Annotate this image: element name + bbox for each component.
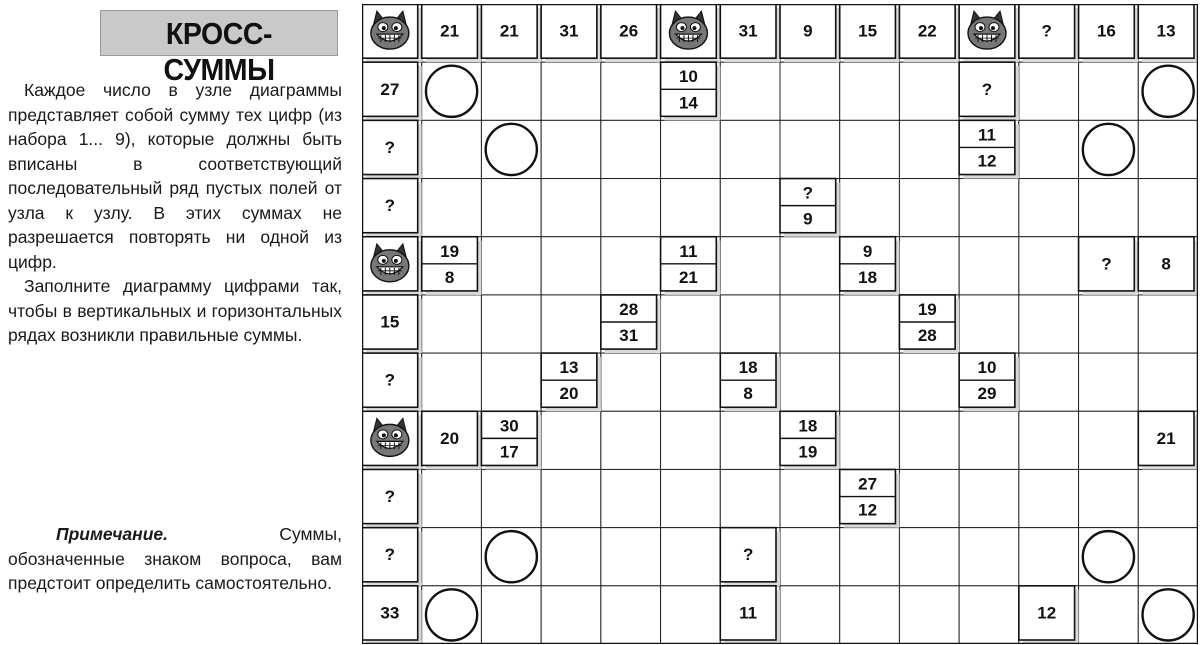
grid-cell[interactable] [780, 237, 840, 295]
grid-cell[interactable] [481, 62, 541, 120]
clue-number: 16 [1096, 21, 1116, 41]
grid-cell[interactable] [1079, 62, 1139, 120]
clue-number: 27 [380, 79, 400, 99]
clue-number: 31 [559, 21, 579, 41]
clue-number: ? [981, 79, 993, 99]
grid-cell[interactable] [601, 179, 661, 237]
grid-cell[interactable] [601, 586, 661, 644]
grid-cell[interactable] [899, 528, 959, 586]
grid-cell[interactable] [481, 295, 541, 353]
grid-cell[interactable] [780, 295, 840, 353]
grid-cell[interactable] [1138, 179, 1198, 237]
grid-cell[interactable] [481, 179, 541, 237]
grid-cell[interactable] [959, 411, 1019, 469]
clue-number: ? [1041, 21, 1052, 41]
grid-cell[interactable] [422, 586, 482, 644]
cat-face-icon [669, 11, 707, 49]
clue-number: 22 [917, 21, 937, 41]
grid-cell[interactable] [1138, 62, 1198, 120]
clue-number: 10 [977, 358, 997, 378]
clue-number: 13 [1156, 21, 1176, 41]
clue-number: ? [802, 183, 814, 203]
clue-number: ? [742, 545, 754, 565]
clue-number: 9 [803, 21, 813, 41]
grid-cell[interactable] [1138, 469, 1198, 527]
grid-cell[interactable] [481, 586, 541, 644]
grid-cell[interactable] [541, 237, 601, 295]
grid-cell[interactable] [780, 120, 840, 178]
grid-cell[interactable] [1019, 237, 1079, 295]
clue-number: 27 [858, 474, 878, 494]
grid-cell[interactable] [661, 586, 721, 644]
grid-cell[interactable] [601, 469, 661, 527]
grid-cell[interactable] [422, 353, 482, 411]
grid-cell[interactable] [1138, 120, 1198, 178]
cat-face-icon [968, 11, 1006, 49]
clue-number: 9 [803, 209, 813, 229]
grid-cell[interactable] [481, 120, 541, 178]
clue-number: 18 [798, 416, 818, 436]
grid-cell[interactable] [840, 295, 900, 353]
grid-cell[interactable] [840, 179, 900, 237]
grid-cell[interactable] [1019, 528, 1079, 586]
clue-number: 8 [444, 267, 455, 287]
grid-cell[interactable] [840, 62, 900, 120]
clue-number: 12 [1037, 603, 1057, 623]
grid-cell[interactable] [1079, 179, 1139, 237]
note-text [8, 522, 342, 596]
grid-cell[interactable] [601, 237, 661, 295]
clue-number: 8 [743, 384, 753, 404]
clue-number: ? [384, 137, 396, 157]
title-box [100, 10, 338, 87]
grid-cell[interactable] [481, 353, 541, 411]
clue-number: ? [384, 370, 396, 390]
grid-cell[interactable] [1019, 411, 1079, 469]
grid-cell[interactable] [422, 469, 482, 527]
grid-cell[interactable] [422, 120, 482, 178]
grid-cell[interactable] [1079, 528, 1139, 586]
clue-number: 11 [978, 125, 996, 145]
rules-paragraph-2: Заполните диаграмму цифрами так, чтобы в вертикальных и горизонтальных рядах возникли правильные суммы. [8, 276, 342, 345]
grid-cell[interactable] [541, 120, 601, 178]
grid-cell[interactable] [1019, 469, 1079, 527]
grid-cell[interactable] [1019, 179, 1079, 237]
grid-cell[interactable] [840, 411, 900, 469]
clue-number: 19 [440, 241, 460, 261]
grid-cell[interactable] [601, 353, 661, 411]
clue-number: 21 [440, 21, 460, 41]
clue-number: 21 [1156, 428, 1176, 448]
grid-cell[interactable] [1019, 353, 1079, 411]
clue-number: 20 [440, 428, 460, 448]
clue-number: 20 [559, 384, 579, 404]
clue-number: 19 [798, 442, 818, 462]
grid-cell[interactable] [1019, 120, 1079, 178]
puzzle-grid-svg [362, 4, 1198, 644]
clue-number: 9 [862, 241, 873, 261]
grid-cell[interactable] [780, 469, 840, 527]
puzzle-grid [362, 4, 1198, 644]
grid-cell[interactable] [422, 528, 482, 586]
grid-cell[interactable] [1079, 469, 1139, 527]
grid-cell[interactable] [720, 237, 780, 295]
grid-cell[interactable] [1019, 295, 1079, 353]
clue-number: 31 [619, 326, 639, 346]
grid-cell[interactable] [899, 62, 959, 120]
clue-number: 15 [858, 21, 878, 41]
grid-cell[interactable] [959, 237, 1019, 295]
grid-cell[interactable] [481, 528, 541, 586]
cat-face-icon [371, 11, 409, 49]
grid-cell[interactable] [720, 469, 780, 527]
grid-cell[interactable] [1079, 586, 1139, 644]
grid-cell[interactable] [1138, 353, 1198, 411]
clue-number: 29 [977, 384, 997, 404]
grid-cell[interactable] [780, 62, 840, 120]
grid-cell[interactable] [780, 586, 840, 644]
grid-cell[interactable] [541, 586, 601, 644]
grid-cell[interactable] [541, 295, 601, 353]
grid-cell[interactable] [720, 179, 780, 237]
grid-cell[interactable] [541, 62, 601, 120]
grid-cell[interactable] [661, 353, 721, 411]
grid-cell[interactable] [661, 469, 721, 527]
grid-cell[interactable] [840, 586, 900, 644]
clue-number: 33 [380, 603, 400, 623]
grid-cell[interactable] [601, 62, 661, 120]
grid-cell[interactable] [481, 469, 541, 527]
grid-cell[interactable] [720, 295, 780, 353]
clue-number: 11 [679, 241, 698, 261]
grid-cell[interactable] [899, 237, 959, 295]
rules-text [8, 78, 342, 348]
clue-number: ? [384, 487, 396, 507]
grid-cell[interactable] [780, 353, 840, 411]
grid-cell[interactable] [899, 353, 959, 411]
grid-cell[interactable] [601, 120, 661, 178]
grid-cell[interactable] [661, 411, 721, 469]
grid-cell[interactable] [541, 469, 601, 527]
grid-cell[interactable] [959, 295, 1019, 353]
clue-number: ? [384, 545, 396, 565]
note-label: Примечание. [56, 524, 168, 544]
grid-cell[interactable] [422, 295, 482, 353]
clue-number: 18 [858, 267, 878, 287]
clue-number: 30 [499, 416, 519, 436]
clue-number: 28 [619, 299, 639, 319]
clue-number: ? [1101, 254, 1112, 274]
grid-cell[interactable] [720, 120, 780, 178]
grid-cell[interactable] [1079, 411, 1139, 469]
grid-cell[interactable] [601, 528, 661, 586]
grid-cell[interactable] [959, 179, 1019, 237]
grid-cell[interactable] [899, 586, 959, 644]
grid-cell[interactable] [422, 179, 482, 237]
clue-number: 11 [739, 603, 758, 623]
grid-cell[interactable] [1019, 62, 1079, 120]
grid-cell[interactable] [541, 179, 601, 237]
grid-cell[interactable] [661, 179, 721, 237]
grid-cell[interactable] [840, 528, 900, 586]
grid-cell[interactable] [899, 179, 959, 237]
clue-number: 10 [678, 67, 698, 87]
grid-cell[interactable] [899, 120, 959, 178]
clue-number: 31 [738, 21, 758, 41]
grid-cell[interactable] [959, 469, 1019, 527]
clue-number: 19 [917, 299, 937, 319]
grid-cell[interactable] [422, 62, 482, 120]
grid-cell[interactable] [840, 353, 900, 411]
clue-number: 12 [977, 151, 997, 171]
clue-number: 12 [858, 500, 878, 520]
grid-cell[interactable] [959, 586, 1019, 644]
grid-cell[interactable] [661, 120, 721, 178]
clue-number: 17 [499, 442, 519, 462]
grid-cell[interactable] [601, 411, 661, 469]
clue-number: 28 [917, 326, 937, 346]
grid-cell[interactable] [541, 528, 601, 586]
clue-number: 15 [380, 312, 400, 332]
grid-cell[interactable] [840, 120, 900, 178]
grid-cell[interactable] [959, 528, 1019, 586]
grid-cell[interactable] [720, 62, 780, 120]
grid-cell[interactable] [481, 237, 541, 295]
grid-cell[interactable] [1138, 586, 1198, 644]
grid-cell[interactable] [720, 411, 780, 469]
note-paragraph [8, 522, 342, 596]
clue-number: 26 [619, 21, 639, 41]
grid-cell[interactable] [899, 411, 959, 469]
grid-cell[interactable] [780, 528, 840, 586]
clue-number: 21 [678, 267, 698, 287]
grid-cell[interactable] [1079, 120, 1139, 178]
grid-cell[interactable] [1079, 353, 1139, 411]
note-body: Суммы, обозначенные знаком вопроса, вам предстоит определить самостоятельно. [8, 524, 342, 593]
grid-cell[interactable] [899, 469, 959, 527]
clue-number: 21 [499, 21, 519, 41]
clue-number: 18 [738, 358, 758, 378]
puzzle-title: КРОСС-СУММЫ [163, 16, 275, 87]
grid-cell[interactable] [1138, 528, 1198, 586]
grid-cell[interactable] [1138, 295, 1198, 353]
cat-face-icon [371, 244, 409, 282]
clue-number: 8 [1161, 254, 1171, 274]
clue-number: 14 [678, 93, 698, 113]
rules-paragraph-1: Каждое число в узле диаграммы представляет собой сумму тех цифр (из набора 1... 9), которые должны быть вписаны в соответствующий последовательный ряд пустых полей от узла к узлу. В этих суммах не разрешается повторять ни одной из цифр. [8, 80, 342, 272]
clue-number: 13 [559, 358, 579, 378]
grid-cell[interactable] [661, 295, 721, 353]
cat-face-icon [371, 418, 409, 456]
clue-number: ? [384, 196, 396, 216]
grid-cell[interactable] [661, 528, 721, 586]
grid-cell[interactable] [1079, 295, 1139, 353]
grid-cell[interactable] [541, 411, 601, 469]
